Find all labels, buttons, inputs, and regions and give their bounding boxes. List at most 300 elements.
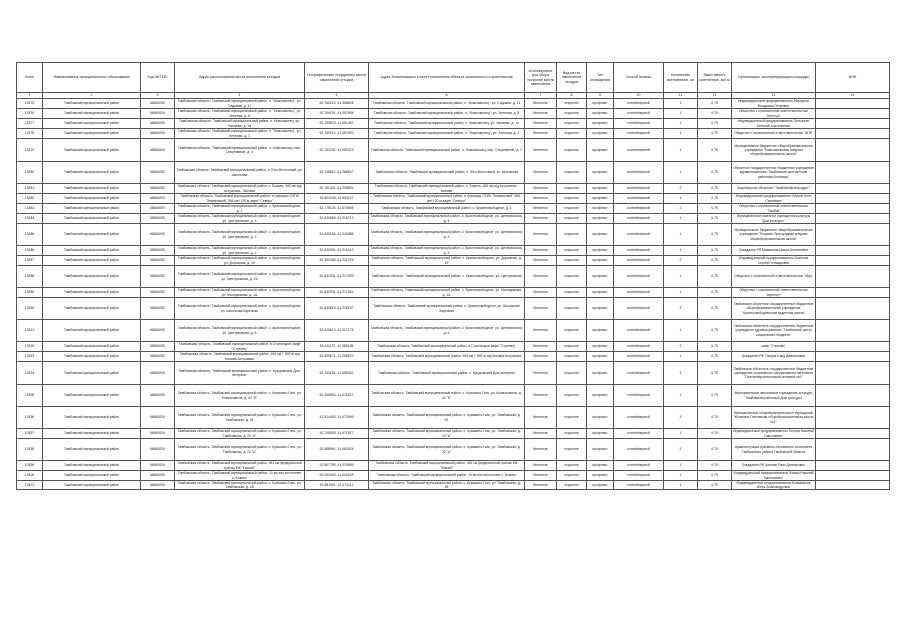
address-cell: Тамбовская область, Тамбовский муниципальный район, с. Красносвободное, ул. Центральная, д. 4 [175, 214, 305, 224]
site-kind-cell: открытое [557, 439, 587, 461]
table-row [17, 246, 890, 256]
site-kind-cell: открытое [557, 162, 587, 184]
municipality-cell: Тамбовский муниципальный район [43, 288, 141, 298]
col-header-oktmo: Код ОКТМО [141, 63, 175, 93]
container-volume-cell: 0,75 [698, 204, 732, 214]
oktmo-cell: 68640000 [141, 298, 175, 320]
inn-cell [816, 162, 890, 184]
site-kind-cell: открытое [557, 298, 587, 320]
inn-cell [816, 320, 890, 342]
table-row [17, 481, 890, 490]
row-number: 13389 [17, 288, 43, 298]
col-number: 14 [816, 93, 890, 99]
operator-cell: Областное государственное бюджетное учреждение здравоохранения "Тамбовская центральная районная больница" [732, 162, 816, 184]
inn-cell [816, 214, 890, 224]
municipality-cell: Тамбовский муниципальный район [43, 184, 141, 194]
oktmo-cell: 68640000 [141, 109, 175, 119]
cover-cell: бетонное [525, 352, 557, 362]
site-kind-cell: открытое [557, 184, 587, 194]
coordinates-cell: 52.494405, 41.432169 [305, 471, 369, 481]
municipality-cell: Тамбовский муниципальный район [43, 162, 141, 184]
table-row [17, 266, 890, 288]
row-number: 13391 [17, 320, 43, 342]
container-count-cell: 1 [664, 471, 698, 481]
row-number: 13392 [17, 342, 43, 352]
table-row [17, 139, 890, 162]
cover-cell: бетонное [525, 119, 557, 129]
coordinates-cell: 52.588951, 41.462624 [305, 439, 369, 461]
operator-cell: Индивидуальный предприниматель Петров Николай Николаевич [733, 429, 814, 438]
table-row [17, 407, 890, 429]
container-count-cell: 2 [664, 256, 698, 266]
oktmo-cell: 68640000 [141, 362, 175, 385]
col-header-container-count: Количество контейнеров, шт [664, 63, 698, 93]
inn-cell [816, 99, 890, 109]
fence-type-cell: профлист [587, 298, 614, 320]
municipality-cell: Тамбовский муниципальный район [43, 246, 141, 256]
removal-method-cell: контейнерный [614, 362, 664, 385]
municipality-cell: Тамбовский муниципальный район [43, 407, 141, 429]
container-count-cell: 1 [664, 214, 698, 224]
oktmo-cell: 68640000 [141, 439, 175, 461]
inn-cell [816, 407, 890, 429]
table-row [17, 385, 890, 407]
col-number: 1 [17, 93, 43, 99]
oktmo-cell: 68640000 [141, 471, 175, 481]
container-count-cell: 2 [664, 204, 698, 214]
fence-type-cell: профлист [587, 266, 614, 288]
address-cell: Тамбовская область, Тамбовский муниципальный район, 481 км федеральной трассы М6 "Каспий" [175, 461, 305, 471]
site-kind-cell: открытое [557, 246, 587, 256]
address-cell: Тамбовская область, Тамбовский муниципальный район, 494 км + 800 м а/д Москва-Астрахань [175, 352, 305, 362]
col-header-address: Адрес расположения места накопления отходов [175, 63, 305, 93]
nearby-address-cell: Тамбовская область, Тамбовский муниципальный район, с. Красносвободное, д. 1 [369, 204, 525, 214]
nearby-address-cell: Тамбовская область, Тамбовский муниципальный район, 494 км + 800 м а/д Москва-Астрахань [369, 352, 525, 362]
cover-cell: бетонное [525, 204, 557, 214]
container-volume-cell: 0,75 [698, 139, 732, 162]
coordinates-cell: 52.631931, 41.317099 [305, 266, 369, 288]
col-number: 7 [525, 93, 557, 99]
municipality-cell: Тамбовский муниципальный район [43, 214, 141, 224]
municipality-cell: Тамбовский муниципальный район [43, 298, 141, 320]
inn-cell [816, 288, 890, 298]
operator-cell: Индивидуальный предприниматель Окунев Олег Сергеевич [732, 194, 816, 204]
table-row [17, 429, 890, 439]
operator-cell: Индивидуальный предприниматель Григорьев Виталий Анатольевич [732, 119, 816, 129]
operator-cell: Общество с ограниченной ответственностью "АПК" [732, 129, 816, 139]
municipality-cell: Тамбовский муниципальный район [43, 342, 141, 352]
row-number: 13399 [17, 461, 43, 471]
site-kind-cell: открытое [557, 194, 587, 204]
operator-cell: Общество с ограниченной ответственностью "Тамбов" [732, 204, 816, 214]
col-header-nearby-address: Адрес близлежащего к месту накопления объекта капитального строительства [369, 63, 525, 93]
cover-cell: бетонное [525, 162, 557, 184]
municipality-cell: Тамбовский муниципальный район [43, 385, 141, 407]
removal-method-cell: контейнерный [614, 224, 664, 246]
cover-cell: бетонное [525, 481, 557, 490]
inn-cell [816, 246, 890, 256]
row-number: 13381 [17, 184, 43, 194]
address-cell: Тамбовская область, Тамбовский муниципальный район, п. Комсомолец, пер. Спортивный, д. 1 [175, 139, 305, 162]
container-volume-cell: 0,75 [698, 352, 732, 362]
address-cell: Тамбовская область, Тамбовский муниципальный район, с. Красносвободное, ул. Центральная, д. 2 [175, 224, 305, 246]
container-volume-cell: 0,75 [698, 461, 732, 471]
row-number: 13375 [17, 99, 43, 109]
inn-cell [816, 439, 890, 461]
cover-cell: бетонное [525, 298, 557, 320]
row-number: 13378 [17, 129, 43, 139]
inn-cell [816, 429, 890, 439]
col-header-cover: Используемое для сбора покрытие места накопления [525, 63, 557, 93]
site-kind-cell: открытое [557, 362, 587, 385]
fence-type-cell: профлист [587, 429, 614, 439]
coordinates-cell: 52.611172, 41.365138 [305, 342, 369, 352]
oktmo-cell: 68640000 [141, 246, 175, 256]
container-count-cell: 1 [664, 352, 698, 362]
col-number: 3 [141, 93, 175, 99]
municipality-cell: Тамбовский муниципальный район [43, 129, 141, 139]
row-number: 13400 [17, 471, 43, 481]
cover-cell: бетонное [525, 109, 557, 119]
table-row [17, 99, 890, 109]
container-count-cell: 1 [664, 288, 698, 298]
col-number: 2 [43, 93, 141, 99]
address-cell: Тамбовская область, Тамбовский муниципальный район, 10 км юго-восточнее с. Бокино [175, 471, 305, 481]
col-number: 9 [587, 93, 614, 99]
header-row [17, 63, 890, 93]
coordinates-cell: 52.769213, 41.357993 [305, 129, 369, 139]
container-volume-cell: 0,75 [698, 298, 732, 320]
container-count-cell: 1 [664, 194, 698, 204]
address-cell: Тамбовская область, Тамбовский муниципальный район, с. Кузьмино-Гать, ул. Тамбовская, д. 28 [175, 481, 305, 490]
nearby-address-cell: Тамбовская область, Тамбовский муниципальный район, с. Бокино, 460 км а/д Астрахань - Москва [369, 184, 525, 194]
col-number: 11 [664, 93, 698, 99]
row-number: 13376 [17, 109, 43, 119]
table-row [17, 342, 890, 352]
row-number: 13380 [17, 162, 43, 184]
removal-method-cell: контейнерный [614, 246, 664, 256]
address-cell: Тамбовская область, Тамбовский муниципальный район, п. Комсомолец, ул. Чапаева, д. 1а [175, 119, 305, 129]
container-volume-cell: 0,75 [698, 471, 732, 481]
container-volume-cell: 0,75 [698, 342, 732, 352]
site-kind-cell: открытое [557, 481, 587, 490]
inn-cell [816, 362, 890, 385]
removal-method-cell: контейнерный [614, 288, 664, 298]
site-kind-cell: открытое [557, 320, 587, 342]
site-kind-cell: открытое [557, 204, 587, 214]
coordinates-cell: 52.581901, 41.473112 [305, 481, 369, 490]
operator-cell: Муниципальное автономное учреждение культуры "Тамбовский районный Дом культуры" [732, 385, 816, 407]
row-number: 13383 [17, 204, 43, 214]
municipality-cell: Тамбовский муниципальный район [43, 194, 141, 204]
operator-cell: Тамбовское областное государственное бюджетное общеобразовательное учреждение "Красносвободненская кадетская школа" [732, 298, 816, 320]
municipality-cell: Тамбовский муниципальный район [43, 429, 141, 439]
table-row [17, 288, 890, 298]
col-header-container-volume: Вместимость контейнера, куб.м [698, 63, 732, 93]
site-kind-cell: открытое [557, 352, 587, 362]
address-cell: Тамбовская область, Тамбовский муниципальный район, п. "Комсомолец", ул. Садовая, д. 11 [175, 99, 305, 109]
oktmo-cell: 68640000 [141, 119, 175, 129]
fence-type-cell: профлист [587, 109, 614, 119]
col-header-coordinates: Географические координаты места накопления отходов [305, 63, 369, 93]
address-cell: Тамбовская область, Тамбовский муниципальный район, с. Кукуровский Дом-интернат [175, 362, 305, 385]
container-count-cell: 1 [664, 162, 698, 184]
operator-cell: Администрация Кузьмино-Гатьевского сельсовета Тамбовского района Тамбовской области [732, 439, 816, 461]
row-number: 13379 [17, 139, 43, 162]
fence-type-cell: профлист [587, 256, 614, 266]
col-header-number: №п/п [17, 63, 43, 93]
removal-method-cell: контейнерный [614, 471, 664, 481]
coordinates-cell: 52.769876, 41.391487 [305, 119, 369, 129]
cover-cell: бетонное [525, 385, 557, 407]
table-row [17, 162, 890, 184]
row-number: 13385 [17, 224, 43, 246]
nearby-address-cell: Тамбовская область, Тамбовский муниципальный район, с. Кузьмино-Гать, ул. Тамбовская, д. 22 "а" [369, 439, 525, 461]
oktmo-cell: 68640000 [141, 139, 175, 162]
nearby-address-cell: Тамбовская область, Тамбовский муниципальный район, с. Красносвободное, ул. Школьная/Заречная [369, 298, 525, 320]
coordinates-cell: 52.765213, 41.358808 [305, 99, 369, 109]
table-row [17, 204, 890, 214]
row-number: 13393 [17, 352, 43, 362]
municipality-cell: Тамбовский муниципальный район [43, 320, 141, 342]
coordinates-cell: 52.630931, 41.317281 [305, 288, 369, 298]
oktmo-cell: 68640000 [141, 266, 175, 288]
table-row [17, 461, 890, 471]
container-count-cell: 1 [664, 99, 698, 109]
cover-cell: бетонное [525, 139, 557, 162]
operator-cell: Индивидуальный предприниматель Кошелев Сергей Геннадьевич [732, 256, 816, 266]
inn-cell [816, 266, 890, 288]
row-number: 13396 [17, 407, 43, 429]
cover-cell: бетонное [525, 266, 557, 288]
nearby-address-cell: Тамбовская область, Тамбовский муниципальный район, с. Кузьмино-Гать, ул. Тамбовская, д. 28 [369, 481, 525, 490]
oktmo-cell: 68640000 [141, 194, 175, 204]
row-number: 13388 [17, 266, 43, 288]
col-header-municipality: Наименование муниципального образования [43, 63, 141, 93]
removal-method-cell: контейнерный [614, 256, 664, 266]
nearby-address-cell: Тамбовская область, Тамбовский муниципальный район, с. Кузьмино-Гать, ул. Тамбовская, д. 51 [369, 407, 525, 429]
container-volume-cell: 0,75 [698, 214, 732, 224]
table-row [17, 298, 890, 320]
fence-type-cell: профлист [587, 139, 614, 162]
nearby-address-cell: Тамбовская область, Тамбовский муниципальный район, с. Красносвободное, ул. Центральная, д. 2 [369, 224, 525, 246]
inn-cell [816, 129, 890, 139]
coordinates-cell: 52.802345, 41.331127 [305, 194, 369, 204]
col-number: 8 [557, 93, 587, 99]
nearby-address-cell: Тамбовская область, Тамбовский муниципальный район, с. Красносвободное, ул. Центральная [369, 266, 525, 288]
fence-type-cell: профлист [587, 362, 614, 385]
container-count-cell: 1 [664, 429, 698, 439]
container-count-cell: 1 [664, 385, 698, 407]
row-number: 13398 [17, 439, 43, 461]
municipality-cell: Тамбовский муниципальный район [43, 471, 141, 481]
coordinates-cell: 52.630819, 41.318187 [305, 298, 369, 320]
oktmo-cell: 68640000 [141, 99, 175, 109]
address-cell: Тамбовская область, Тамбовский муниципальный район, с. Красносвободное, ул. Молодежная, д. 1А [175, 288, 305, 298]
container-count-cell: 1 [664, 139, 698, 162]
operator-cell: Акционерное общество "Тамбовнефтепродукт" [732, 184, 816, 194]
removal-method-cell: контейнерный [614, 407, 664, 429]
inn-cell [816, 224, 890, 246]
nearby-address-cell: Тамбовская область, Тамбовский муниципальный район, в границах СХПК "Знаменский" 456 км+120 м кафе "Северо" [369, 194, 525, 204]
coordinates-cell: 52.567789, 41.324585 [305, 461, 369, 471]
address-cell: Тамбовская область, Тамбовский муниципальный район, с. Красносвободное, ул. Дорожная, д. 19 [175, 256, 305, 266]
address-cell: Тамбовская область, Тамбовский муниципальный район, с. Красносвободное, д. 1 [175, 204, 305, 214]
cover-cell: бетонное [525, 362, 557, 385]
container-volume-cell: 0,75 [698, 288, 732, 298]
address-cell: Тамбовская область, Тамбовский муниципальный район, в границах СХПК "Знаменский" 456 км+120 м кафе "Северо" [175, 194, 305, 204]
operator-cell: Гражданин РФ Озеров Саид Джалалович [732, 352, 816, 362]
fence-type-cell: профлист [587, 352, 614, 362]
container-volume-cell: 0,75 [698, 246, 732, 256]
site-kind-cell: открытое [557, 224, 587, 246]
nearby-address-cell: Тамбовская область, Тамбовский муниципальный район, п. Юго-Восточный, ул. Школьная [369, 162, 525, 184]
fence-type-cell: профлист [587, 224, 614, 246]
removal-method-cell: контейнерный [614, 298, 664, 320]
coordinates-cell: 52.764191, 41.357694 [305, 109, 369, 119]
site-kind-cell: открытое [557, 256, 587, 266]
address-cell: Тамбовская область, Тамбовский муниципальный район, п. "Комсомолец", ул. Зеленая, д. 8 [175, 109, 305, 119]
operator-cell: Индивидуальный предприниматель Кожевников Игорь Александрович [732, 481, 816, 490]
container-count-cell: 1 [664, 119, 698, 129]
coordinates-cell: 52.352346, 41.321076 [305, 256, 369, 266]
site-kind-cell: открытое [557, 266, 587, 288]
table-row [17, 194, 890, 204]
site-kind-cell: открытое [557, 139, 587, 162]
oktmo-cell: 68640000 [141, 429, 175, 439]
operator-cell: Муниципальное общеобразовательное учреждение "Кузьмино-Гатьевская общеобразовательная школа №1" [732, 407, 816, 429]
cover-cell: бетонное [525, 461, 557, 471]
col-number: 12 [698, 93, 732, 99]
oktmo-cell: 68640000 [141, 288, 175, 298]
row-number: 13397 [17, 429, 43, 439]
address-cell: Тамбовская область, Тамбовский муниципальный район, с. Кузьмино-Гать, ул. Космонавтов, д. 42 "б" [175, 385, 305, 407]
cover-cell: бетонное [525, 246, 557, 256]
nearby-address-cell: Тамбовская область, Тамбовский муниципальный район, с. Красносвободное, ул. Центральная, д. 4 [369, 214, 525, 224]
removal-method-cell: контейнерный [614, 342, 664, 352]
col-number: 4 [175, 93, 305, 99]
table-row [17, 214, 890, 224]
container-volume-cell: 0,75 [698, 481, 732, 490]
container-count-cell: 2 [664, 184, 698, 194]
municipality-cell: Тамбовский муниципальный район [43, 109, 141, 119]
coordinates-cell: 52.358993, 41.476247 [305, 385, 369, 407]
row-number: 13394 [17, 362, 43, 385]
fence-type-cell: профлист [587, 194, 614, 204]
oktmo-cell: 68640000 [141, 352, 175, 362]
row-number: 13390 [17, 298, 43, 320]
inn-cell [816, 342, 890, 352]
inn-cell [816, 385, 890, 407]
fence-type-cell: профлист [587, 129, 614, 139]
address-cell: Тамбовская область, Тамбовский муниципальный район, п. Юго-Восточный, ул. Школьная [175, 162, 305, 184]
oktmo-cell: 68640000 [141, 224, 175, 246]
coordinates-cell: 52.763792, 41.359213 [305, 139, 369, 162]
inn-cell [816, 256, 890, 266]
operator-cell: Индивидуальный предприниматель Меркулов Владимир Петрович [732, 99, 816, 109]
oktmo-cell: 68640000 [141, 162, 175, 184]
inn-cell [816, 298, 890, 320]
container-volume-cell: 0,75 [698, 194, 732, 204]
container-count-cell: 1 [664, 266, 698, 288]
container-volume-cell: 0,75 [698, 256, 732, 266]
col-number: 10 [614, 93, 664, 99]
oktmo-cell: 68640000 [141, 256, 175, 266]
col-number: 6 [369, 93, 525, 99]
col-number: 13 [732, 93, 816, 99]
oktmo-cell: 68640000 [141, 214, 175, 224]
row-number: 13382 [17, 194, 43, 204]
address-cell: Тамбовская область, Тамбовский муниципальный район, с. Кузьмино-Гать, ул. Тамбовская, д. 20 "а" [175, 429, 305, 439]
container-count-cell: 3 [664, 362, 698, 385]
site-kind-cell: открытое [557, 385, 587, 407]
col-header-operator: Организация, эксплуатирующая площадку [732, 63, 816, 93]
cover-cell: бетонное [525, 342, 557, 352]
coordinates-cell: 52.749928, 41.471517 [305, 429, 369, 439]
nearby-address-cell: Тамбовская область, Тамбовский муниципальный район, с. Кукуровский Дом-интернат [369, 362, 525, 385]
nearby-address-cell: Тамбовская область, Тамбовский муниципальный район, с. Красносвободное, ул. Дорожная, д. 19 [369, 256, 525, 266]
container-volume-cell: 0,75 [698, 109, 732, 119]
removal-method-cell: контейнерный [614, 109, 664, 119]
address-cell: Тамбовская область, Тамбовский муниципальный район, с. Кузьмино-Гать, ул. Тамбовская, д. 22 "а" [175, 439, 305, 461]
fence-type-cell: профлист [587, 99, 614, 109]
address-cell: Тамбовская область, Тамбовский муниципальный район, с. Бокино, 460 км а/д Астрахань - Москва [175, 184, 305, 194]
oktmo-cell: 68640000 [141, 129, 175, 139]
nearby-address-cell: Тамбовская область, Тамбовский муниципальный район, п. Комсомолец, ул. Чапаева, д. 1а [369, 119, 525, 129]
col-header-fence-type: Тип ограждения [587, 63, 614, 93]
registry-sheet [16, 62, 889, 490]
container-count-cell: 2 [664, 342, 698, 352]
municipality-cell: Тамбовский муниципальный район [43, 139, 141, 162]
fence-type-cell: профлист [587, 204, 614, 214]
fence-type-cell: профлист [587, 184, 614, 194]
table-row [17, 362, 890, 385]
municipality-cell: Тамбовский муниципальный район [43, 99, 141, 109]
municipality-cell: Тамбовский муниципальный район [43, 352, 141, 362]
municipality-cell: Тамбовский муниципальный район [43, 266, 141, 288]
coordinates-cell: 52.630683, 41.315713 [305, 214, 369, 224]
cover-cell: бетонное [525, 439, 557, 461]
cover-cell: бетонное [525, 184, 557, 194]
container-count-cell: 1 [664, 320, 698, 342]
cover-cell: бетонное [525, 320, 557, 342]
address-cell: Тамбовская область, Тамбовский муниципальный район, с. Красносвободное, ул. Центральная, д. 6 [175, 320, 305, 342]
container-volume-cell: 0,75 [698, 99, 732, 109]
site-kind-cell: открытое [557, 429, 587, 439]
col-header-site-kind: Вид места накопления отходов [557, 63, 587, 93]
container-count-cell: 1 [664, 461, 698, 471]
oktmo-cell: 68640000 [141, 481, 175, 490]
municipality-cell: Тамбовский муниципальный район [43, 204, 141, 214]
coordinates-cell: 52.733154, 41.455342 [305, 362, 369, 385]
site-kind-cell: открытое [557, 461, 587, 471]
removal-method-cell: контейнерный [614, 129, 664, 139]
coordinates-cell: 52.630301, 41.316219 [305, 246, 369, 256]
nearby-address-cell: Тамбовская область, Тамбовский муниципальный район, 481 км федеральной трассы М6 "Каспий" [369, 461, 525, 471]
fence-type-cell: профлист [587, 461, 614, 471]
fence-type-cell: профлист [587, 481, 614, 490]
fence-type-cell: профлист [587, 320, 614, 342]
cover-cell: бетонное [525, 429, 557, 439]
table-row [17, 320, 890, 342]
row-number: 13386 [17, 246, 43, 256]
oktmo-cell: 68640000 [141, 407, 175, 429]
cover-cell: бетонное [525, 256, 557, 266]
operator-cell: Муниципальное бюджетное общеобразовательное учреждение "Покрово-Пригородная средняя общеобразовательная школа" [732, 224, 816, 246]
nearby-address-cell: Тамбовская область, Тамбовский муниципальный район, с. Кузьмино-Гать, ул. Тамбовская, д. 20 "а" [369, 429, 525, 439]
municipality-cell: Тамбовский муниципальный район [43, 439, 141, 461]
row-number: 13384 [17, 214, 43, 224]
